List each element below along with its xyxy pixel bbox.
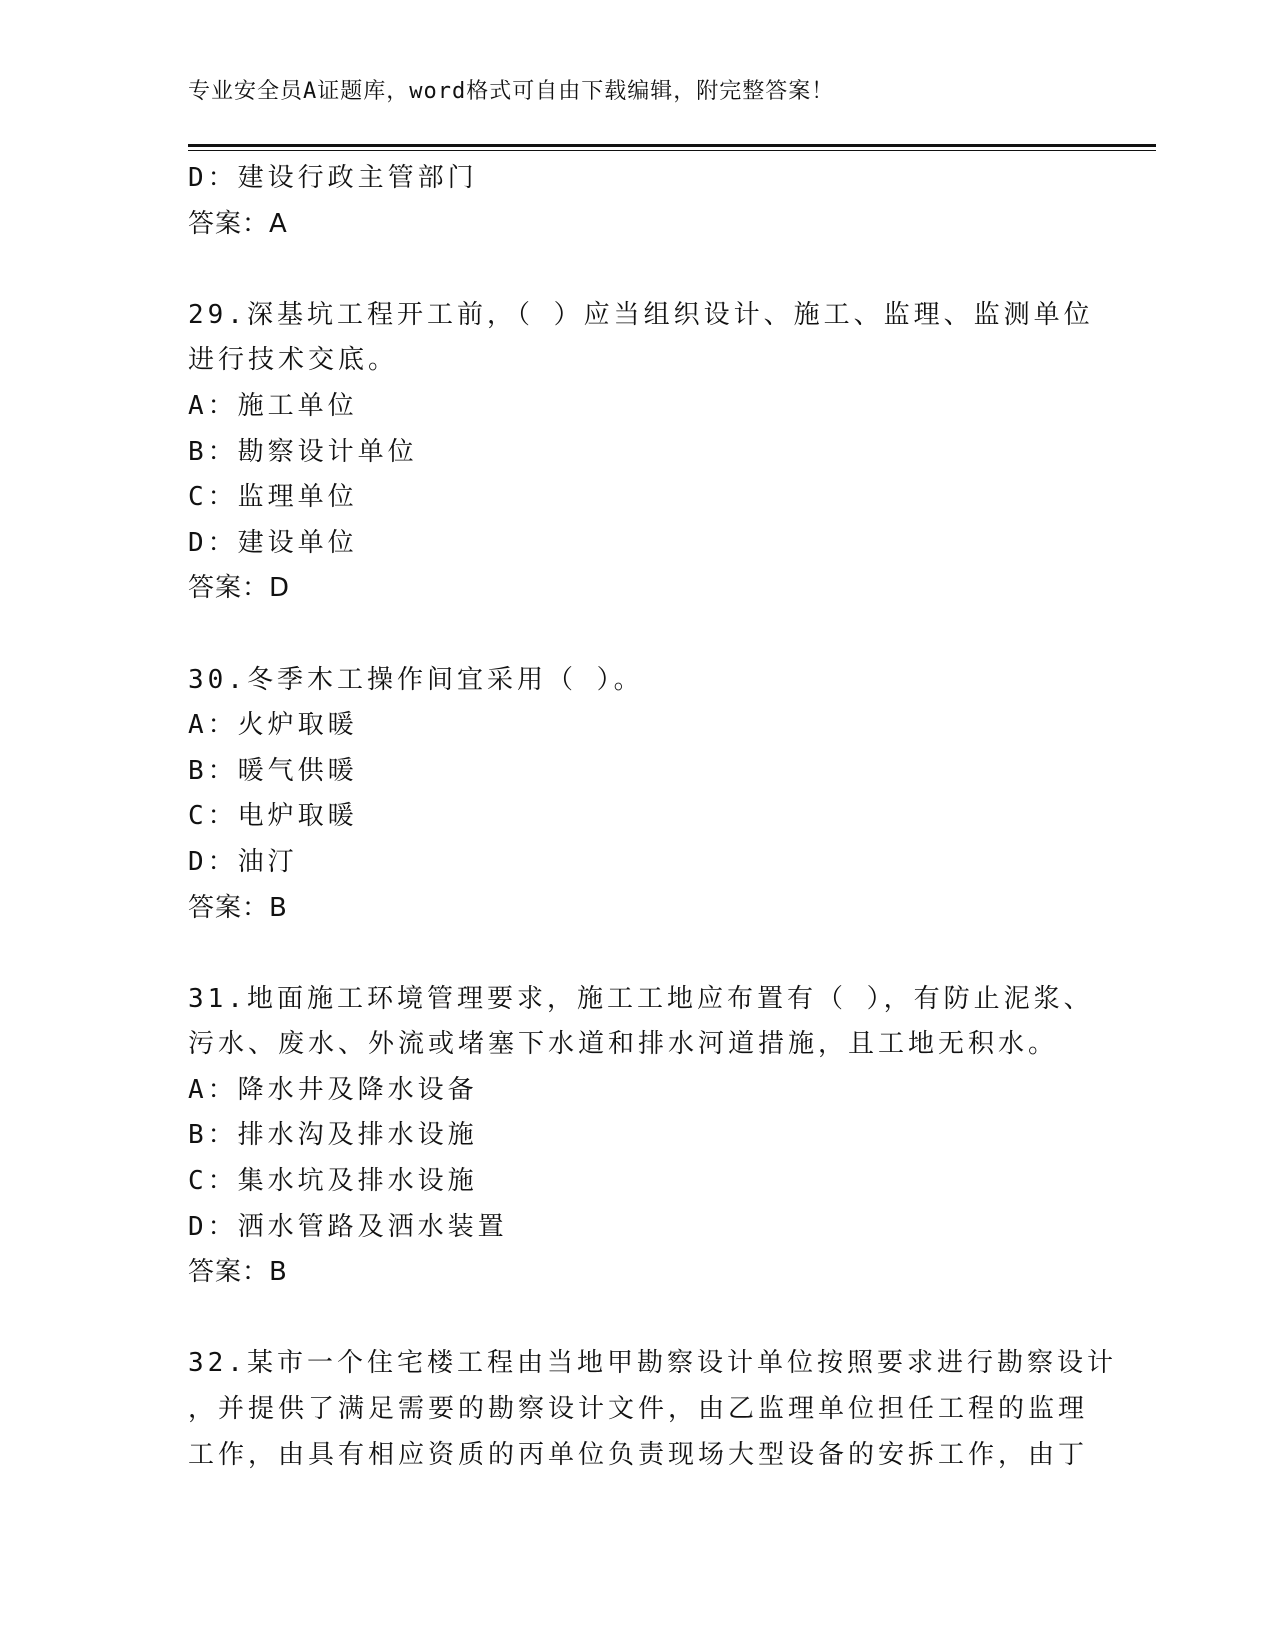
header-rule-thin xyxy=(188,150,1156,151)
option-d: D：洒水管路及洒水装置 xyxy=(188,1211,508,1242)
question-stem: 进行技术交底。 xyxy=(188,345,399,376)
answer-line: 答案：B xyxy=(188,892,288,923)
question-stem: 31.地面施工环境管理要求，施工工地应布置有（ ），有防止泥浆、 xyxy=(188,983,1094,1014)
question-stem: 污水、废水、外流或堵塞下水道和排水河道措施，且工地无积水。 xyxy=(188,1029,1059,1060)
spacer xyxy=(188,931,1088,977)
spacer xyxy=(188,1296,1088,1342)
option-b: B：排水沟及排水设施 xyxy=(188,1120,478,1151)
option-d: D：建设单位 xyxy=(188,527,358,558)
option-b: B：暖气供暖 xyxy=(188,755,358,786)
question-block-30 xyxy=(188,658,1088,932)
question-block-32 xyxy=(188,1341,1117,1478)
question-stem: 工作，由具有相应资质的丙单位负责现场大型设备的安拆工作，由丁 xyxy=(188,1439,1089,1470)
question-block-29 xyxy=(188,293,1094,612)
spacer xyxy=(188,247,1088,293)
answer-line: 答案：D xyxy=(188,573,291,604)
page-header: 专业安全员A证题库，word格式可自由下载编辑，附完整答案！ xyxy=(188,79,835,104)
question-block-31 xyxy=(188,977,1094,1296)
option-c: C：监理单位 xyxy=(188,482,358,513)
question-stem: 32.某市一个住宅楼工程由当地甲勘察设计单位按照要求进行勘察设计 xyxy=(188,1348,1117,1379)
answer-line: 答案：B xyxy=(188,1257,288,1288)
option-b: B：勘察设计单位 xyxy=(188,436,418,467)
option-d: D：油汀 xyxy=(188,846,298,877)
question-stem: 29.深基坑工程开工前，（ ）应当组织设计、施工、监理、监测单位 xyxy=(188,299,1094,330)
spacer xyxy=(188,612,1088,658)
header-rule-thick xyxy=(188,144,1156,147)
answer-line: 答案：A xyxy=(188,208,288,239)
option-d: D：建设行政主管部门 xyxy=(188,163,478,193)
option-a: A：降水井及降水设备 xyxy=(188,1074,478,1105)
question-stem: 30.冬季木工操作间宜采用（ ）。 xyxy=(188,664,644,695)
option-c: C：电炉取暖 xyxy=(188,801,358,832)
option-c: C：集水坑及排水设施 xyxy=(188,1166,478,1197)
question-stem: ，并提供了满足需要的勘察设计文件，由乙监理单位担任工程的监理 xyxy=(188,1394,1089,1425)
option-a: A：火炉取暖 xyxy=(188,710,358,741)
option-a: A：施工单位 xyxy=(188,390,358,421)
document-body xyxy=(188,156,1117,1478)
